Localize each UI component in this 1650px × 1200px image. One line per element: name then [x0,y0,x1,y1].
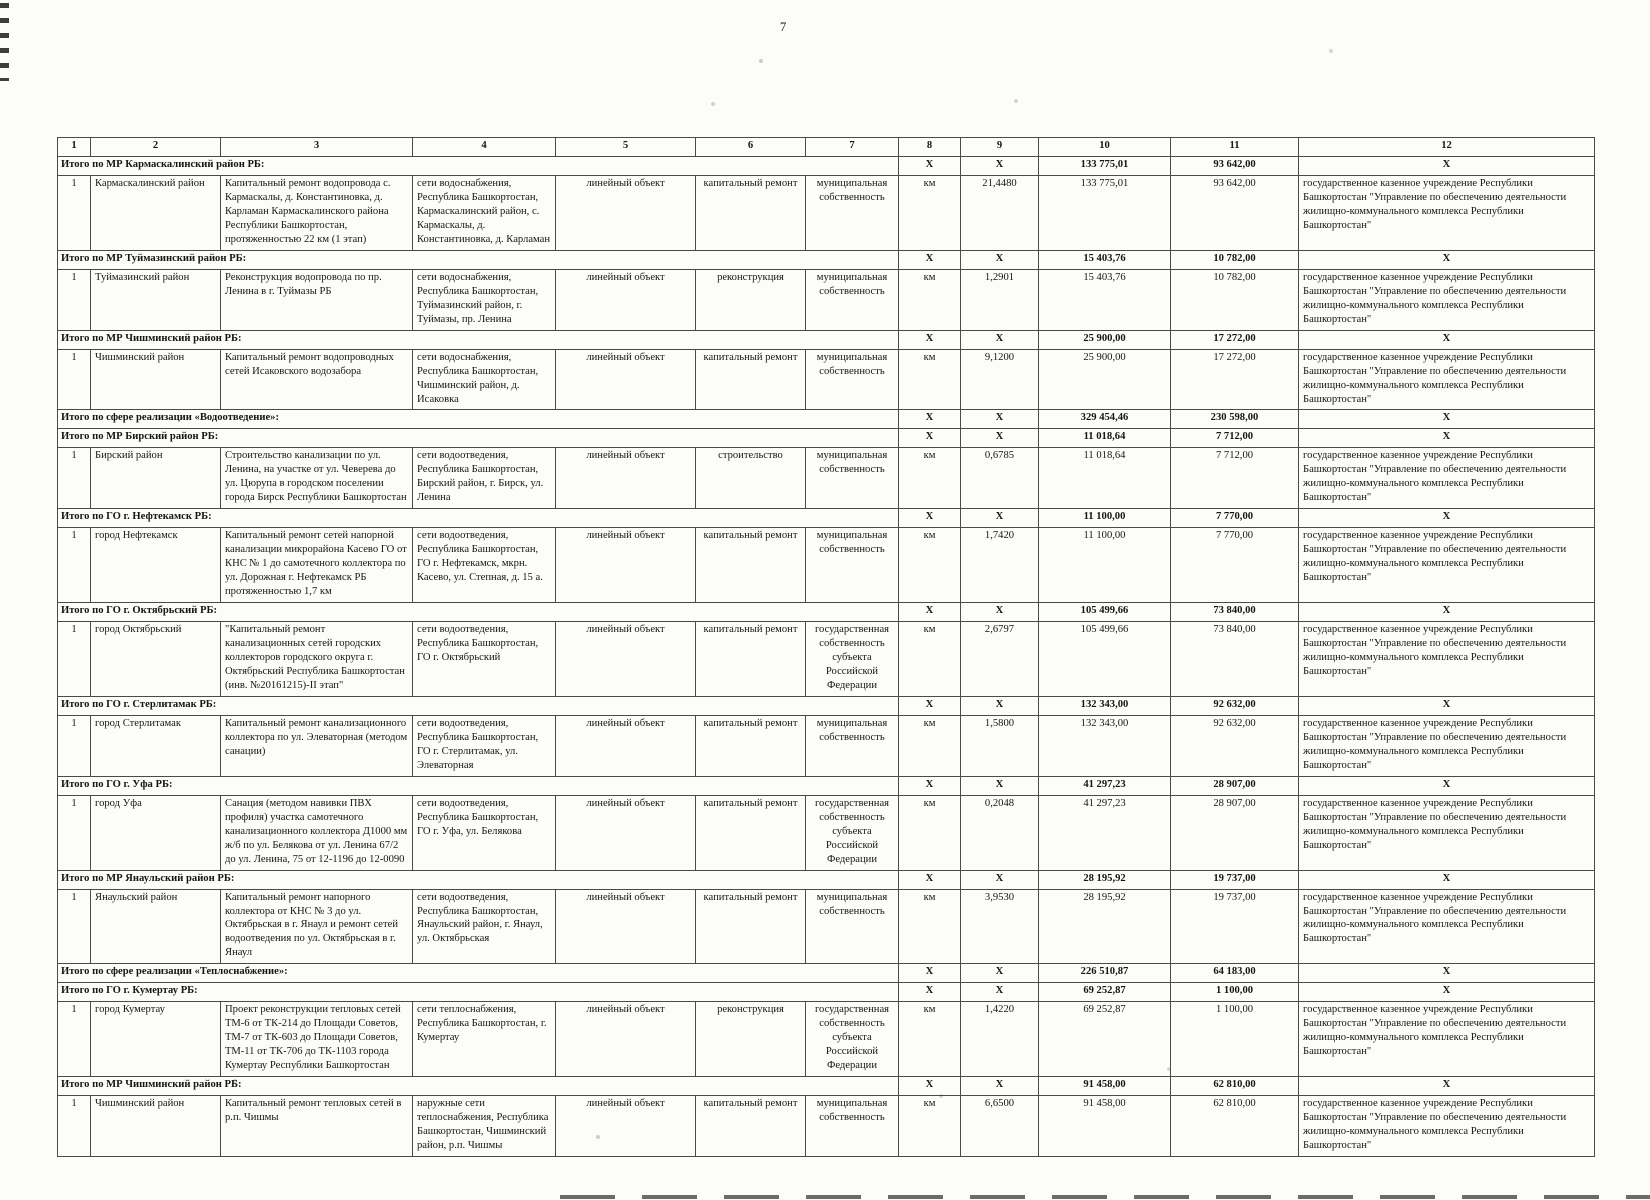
total-label: Итого по ГО г. Кумертау РБ: [58,983,899,1002]
object-type: линейный объект [556,269,696,330]
operator-name: государственное казенное учреждение Республики Башкортостан "Управление по обеспечению деятельности жилищно-коммунального комплекса Республики Башкортостан" [1299,1096,1595,1157]
length-value: 1,2901 [961,269,1039,330]
total-cost: 69 252,87 [1039,1002,1171,1077]
column-header-6: 6 [696,138,806,157]
project-row [58,889,1595,964]
total-c9: X [961,410,1039,429]
object-type: линейный объект [556,349,696,410]
object-description: сети теплоснабжения, Республика Башкортостан, г. Кумертау [413,1002,556,1077]
budget-funds: 28 907,00 [1171,795,1299,870]
column-header-4: 4 [413,138,556,157]
total-c9: X [961,603,1039,622]
budget-funds: 7 770,00 [1171,528,1299,603]
object-type: линейный объект [556,795,696,870]
operator-name: государственное казенное учреждение Республики Башкортостан "Управление по обеспечению деятельности жилищно-коммунального комплекса Республики Башкортостан" [1299,528,1595,603]
scan-bottom-edge-artifact [560,1195,1650,1199]
work-type: строительство [696,448,806,509]
project-name: Строительство канализации по ул. Ленина, на участке от ул. Чеверева до ул. Цюрупа в городском поселении города Бирск Республики Башкортостан [221,448,413,509]
total-row [58,250,1595,269]
total-row [58,983,1595,1002]
total-c12: X [1299,776,1595,795]
budget-funds: 62 810,00 [1171,1096,1299,1157]
total-c11: 62 810,00 [1171,1077,1299,1096]
total-c12: X [1299,696,1595,715]
total-row [58,603,1595,622]
total-cost: 105 499,66 [1039,622,1171,697]
district-name: город Октябрьский [91,622,221,697]
total-c10: 133 775,01 [1039,156,1171,175]
total-label: Итого по ГО г. Октябрьский РБ: [58,603,899,622]
total-c10: 25 900,00 [1039,330,1171,349]
total-c12: X [1299,1077,1595,1096]
ownership-form: государственная собственность субъекта Российской Федерации [806,795,899,870]
total-c12: X [1299,603,1595,622]
project-name: Реконструкция водопровода по пр. Ленина в г. Туймазы РБ [221,269,413,330]
unit-label: км [899,349,961,410]
object-type: линейный объект [556,1096,696,1157]
total-cost: 15 403,76 [1039,269,1171,330]
total-cost: 133 775,01 [1039,175,1171,250]
work-type: реконструкция [696,269,806,330]
total-c11: 17 272,00 [1171,330,1299,349]
work-type: капитальный ремонт [696,175,806,250]
project-row [58,622,1595,697]
budget-funds: 7 712,00 [1171,448,1299,509]
total-c12: X [1299,870,1595,889]
budget-funds: 73 840,00 [1171,622,1299,697]
total-c8: X [899,1077,961,1096]
total-row [58,696,1595,715]
row-number: 1 [58,528,91,603]
total-c8: X [899,509,961,528]
object-type: линейный объект [556,622,696,697]
unit-label: км [899,889,961,964]
work-type: капитальный ремонт [696,795,806,870]
operator-name: государственное казенное учреждение Республики Башкортостан "Управление по обеспечению деятельности жилищно-коммунального комплекса Республики Башкортостан" [1299,622,1595,697]
row-number: 1 [58,1002,91,1077]
total-c11: 7 712,00 [1171,429,1299,448]
budget-funds: 19 737,00 [1171,889,1299,964]
total-row [58,156,1595,175]
total-row [58,509,1595,528]
object-description: сети водоснабжения, Республика Башкортостан, Туймазинский район, г. Туймазы, пр. Ленина [413,269,556,330]
column-header-3: 3 [221,138,413,157]
total-row [58,330,1595,349]
ownership-form: муниципальная собственность [806,528,899,603]
total-c11: 73 840,00 [1171,603,1299,622]
total-c11: 10 782,00 [1171,250,1299,269]
object-type: линейный объект [556,1002,696,1077]
project-row [58,175,1595,250]
column-header-10: 10 [1039,138,1171,157]
budget-funds: 17 272,00 [1171,349,1299,410]
total-c9: X [961,983,1039,1002]
total-cost: 132 343,00 [1039,715,1171,776]
total-cost: 11 018,64 [1039,448,1171,509]
total-c8: X [899,156,961,175]
column-header-1: 1 [58,138,91,157]
object-description: сети водоотведения, Республика Башкортостан, ГО г. Нефтекамск, мкрн. Касево, ул. Степная, д. 15 а. [413,528,556,603]
total-c8: X [899,983,961,1002]
work-type: реконструкция [696,1002,806,1077]
row-number: 1 [58,448,91,509]
total-label: Итого по МР Бирский район РБ: [58,429,899,448]
row-number: 1 [58,795,91,870]
total-cost: 11 100,00 [1039,528,1171,603]
total-c12: X [1299,156,1595,175]
object-description: сети водоснабжения, Республика Башкортостан, Кармаскалинский район, с. Кармаскалы, д. Константиновка, д. Карламан [413,175,556,250]
project-name: Капитальный ремонт водопроводных сетей Исаковского водозабора [221,349,413,410]
project-name: Капитальный ремонт напорного коллектора от КНС № 3 до ул. Октябрьская в г. Янаул и ремонт сетей водоотведения по ул. Октябрьская в г. Янаул [221,889,413,964]
ownership-form: муниципальная собственность [806,349,899,410]
district-name: город Кумертау [91,1002,221,1077]
total-c11: 28 907,00 [1171,776,1299,795]
total-c9: X [961,509,1039,528]
unit-label: км [899,1096,961,1157]
total-c10: 329 454,46 [1039,410,1171,429]
total-c12: X [1299,429,1595,448]
total-c11: 64 183,00 [1171,964,1299,983]
total-label: Итого по ГО г. Уфа РБ: [58,776,899,795]
total-c8: X [899,429,961,448]
total-row [58,1077,1595,1096]
work-type: капитальный ремонт [696,715,806,776]
total-label: Итого по МР Чишминский район РБ: [58,330,899,349]
total-label: Итого по ГО г. Стерлитамак РБ: [58,696,899,715]
total-label: Итого по сфере реализации «Водоотведение»: [58,410,899,429]
budget-funds: 93 642,00 [1171,175,1299,250]
work-type: капитальный ремонт [696,528,806,603]
column-header-12: 12 [1299,138,1595,157]
total-c9: X [961,964,1039,983]
length-value: 21,4480 [961,175,1039,250]
total-c10: 105 499,66 [1039,603,1171,622]
budget-funds: 1 100,00 [1171,1002,1299,1077]
total-row [58,429,1595,448]
row-number: 1 [58,1096,91,1157]
column-header-8: 8 [899,138,961,157]
ownership-form: муниципальная собственность [806,715,899,776]
column-header-7: 7 [806,138,899,157]
object-description: сети водоотведения, Республика Башкортостан, Янаульский район, г. Янаул, ул. Октябрьская [413,889,556,964]
operator-name: государственное казенное учреждение Республики Башкортостан "Управление по обеспечению деятельности жилищно-коммунального комплекса Республики Башкортостан" [1299,889,1595,964]
column-header-11: 11 [1171,138,1299,157]
operator-name: государственное казенное учреждение Республики Башкортостан "Управление по обеспечению деятельности жилищно-коммунального комплекса Республики Башкортостан" [1299,448,1595,509]
total-c10: 15 403,76 [1039,250,1171,269]
length-value: 1,4220 [961,1002,1039,1077]
operator-name: государственное казенное учреждение Республики Башкортостан "Управление по обеспечению деятельности жилищно-коммунального комплекса Республики Башкортостан" [1299,269,1595,330]
object-description: наружные сети теплоснабжения, Республика Башкортостан, Чишминский район, р.п. Чишмы [413,1096,556,1157]
project-row [58,795,1595,870]
ownership-form: муниципальная собственность [806,889,899,964]
ownership-form: муниципальная собственность [806,1096,899,1157]
ownership-form: муниципальная собственность [806,175,899,250]
ownership-form: муниципальная собственность [806,448,899,509]
project-name: Капитальный ремонт сетей напорной канализации микрорайона Касево ГО от КНС № 1 до самотечного коллектора по ул. Дорожная г. Нефтекамск РБ протяженностью 1,7 км [221,528,413,603]
district-name: Кармаскалинский район [91,175,221,250]
row-number: 1 [58,889,91,964]
operator-name: государственное казенное учреждение Республики Башкортостан "Управление по обеспечению деятельности жилищно-коммунального комплекса Республики Башкортостан" [1299,1002,1595,1077]
operator-name: государственное казенное учреждение Республики Башкортостан "Управление по обеспечению деятельности жилищно-коммунального комплекса Республики Башкортостан" [1299,175,1595,250]
column-header-2: 2 [91,138,221,157]
total-c10: 91 458,00 [1039,1077,1171,1096]
total-label: Итого по МР Кармаскалинский район РБ: [58,156,899,175]
total-row [58,776,1595,795]
unit-label: км [899,1002,961,1077]
object-description: сети водоотведения, Республика Башкортостан, Бирский район, г. Бирск, ул. Ленина [413,448,556,509]
work-type: капитальный ремонт [696,889,806,964]
total-label: Итого по МР Янаульский район РБ: [58,870,899,889]
length-value: 2,6797 [961,622,1039,697]
row-number: 1 [58,349,91,410]
object-type: линейный объект [556,175,696,250]
total-c12: X [1299,509,1595,528]
total-c9: X [961,429,1039,448]
total-c8: X [899,776,961,795]
object-type: линейный объект [556,889,696,964]
project-name: Проект реконструкции тепловых сетей ТМ-6 от ТК-214 до Площади Советов, ТМ-7 от ТК-603 до Площади Советов, ТМ-11 от ТК-706 до ТК-1103 города Кумертау Республики Башкортостан [221,1002,413,1077]
scan-edge-artifact [0,3,9,81]
total-c9: X [961,330,1039,349]
column-number-row [58,138,1595,157]
total-c9: X [961,696,1039,715]
total-label: Итого по сфере реализации «Теплоснабжение»: [58,964,899,983]
total-c10: 11 100,00 [1039,509,1171,528]
length-value: 0,2048 [961,795,1039,870]
unit-label: км [899,715,961,776]
total-row [58,964,1595,983]
length-value: 1,5800 [961,715,1039,776]
project-name: Санация (методом навивки ПВХ профиля) участка самотечного канализационного коллектора Д1000 мм ж/б по ул. Белякова от ул. Ленина 67/2 до ул. Ленина, 75 от 12-1196 до 12-0090 [221,795,413,870]
unit-label: км [899,175,961,250]
length-value: 1,7420 [961,528,1039,603]
total-c10: 11 018,64 [1039,429,1171,448]
project-name: "Капитальный ремонт канализационных сетей городских коллекторов городского округа г. Октябрьский Республика Башкортостан (инв. №20161215)-II этап" [221,622,413,697]
district-name: Чишминский район [91,1096,221,1157]
district-name: Чишминский район [91,349,221,410]
total-c11: 1 100,00 [1171,983,1299,1002]
object-description: сети водоотведения, Республика Башкортостан, ГО г. Уфа, ул. Белякова [413,795,556,870]
district-name: Туймазинский район [91,269,221,330]
length-value: 3,9530 [961,889,1039,964]
work-type: капитальный ремонт [696,349,806,410]
total-c9: X [961,1077,1039,1096]
unit-label: км [899,269,961,330]
object-description: сети водоснабжения, Республика Башкортостан, Чишминский район, д. Исаковка [413,349,556,410]
total-c8: X [899,330,961,349]
object-type: линейный объект [556,448,696,509]
total-c11: 7 770,00 [1171,509,1299,528]
budget-funds: 10 782,00 [1171,269,1299,330]
total-cost: 91 458,00 [1039,1096,1171,1157]
total-label: Итого по МР Чишминский район РБ: [58,1077,899,1096]
row-number: 1 [58,175,91,250]
page-number: 7 [780,20,787,34]
length-value: 6,6500 [961,1096,1039,1157]
total-c11: 19 737,00 [1171,870,1299,889]
total-c11: 92 632,00 [1171,696,1299,715]
project-row [58,448,1595,509]
column-header-9: 9 [961,138,1039,157]
project-row [58,1096,1595,1157]
total-c8: X [899,250,961,269]
unit-label: км [899,528,961,603]
budget-funds: 92 632,00 [1171,715,1299,776]
row-number: 1 [58,269,91,330]
object-type: линейный объект [556,715,696,776]
total-c11: 230 598,00 [1171,410,1299,429]
project-name: Капитальный ремонт канализационного коллектора по ул. Элеваторная (методом санации) [221,715,413,776]
operator-name: государственное казенное учреждение Республики Башкортостан "Управление по обеспечению деятельности жилищно-коммунального комплекса Республики Башкортостан" [1299,795,1595,870]
ownership-form: муниципальная собственность [806,269,899,330]
total-c12: X [1299,330,1595,349]
total-c8: X [899,964,961,983]
total-c9: X [961,156,1039,175]
project-row [58,528,1595,603]
total-c8: X [899,870,961,889]
total-c10: 132 343,00 [1039,696,1171,715]
work-type: капитальный ремонт [696,1096,806,1157]
table-body [58,156,1595,1156]
total-c12: X [1299,964,1595,983]
total-c8: X [899,696,961,715]
object-type: линейный объект [556,528,696,603]
total-cost: 41 297,23 [1039,795,1171,870]
total-label: Итого по ГО г. Нефтекамск РБ: [58,509,899,528]
object-description: сети водоотведения, Республика Башкортостан, ГО г. Стерлитамак, ул. Элеваторная [413,715,556,776]
total-label: Итого по МР Туймазинский район РБ: [58,250,899,269]
total-c8: X [899,410,961,429]
scan-noise-specks [0,0,2,2]
total-row [58,870,1595,889]
total-c12: X [1299,410,1595,429]
total-c10: 28 195,92 [1039,870,1171,889]
total-cost: 25 900,00 [1039,349,1171,410]
column-header-5: 5 [556,138,696,157]
unit-label: км [899,795,961,870]
work-type: капитальный ремонт [696,622,806,697]
ownership-form: государственная собственность субъекта Российской Федерации [806,1002,899,1077]
project-row [58,715,1595,776]
total-c9: X [961,250,1039,269]
total-c10: 226 510,87 [1039,964,1171,983]
total-row [58,410,1595,429]
total-c12: X [1299,983,1595,1002]
total-c9: X [961,870,1039,889]
unit-label: км [899,622,961,697]
district-name: Янаульский район [91,889,221,964]
project-name: Капитальный ремонт водопровода с. Кармаскалы, д. Константиновка, д. Карламан Кармаскалинского района Республики Башкортостан, протяженностью 22 км (1 этап) [221,175,413,250]
total-c12: X [1299,250,1595,269]
project-row [58,349,1595,410]
district-name: Бирский район [91,448,221,509]
operator-name: государственное казенное учреждение Республики Башкортостан "Управление по обеспечению деятельности жилищно-коммунального комплекса Республики Башкортостан" [1299,715,1595,776]
total-c10: 41 297,23 [1039,776,1171,795]
total-c8: X [899,603,961,622]
district-name: город Стерлитамак [91,715,221,776]
row-number: 1 [58,715,91,776]
project-row [58,1002,1595,1077]
district-name: город Нефтекамск [91,528,221,603]
length-value: 0,6785 [961,448,1039,509]
total-c9: X [961,776,1039,795]
operator-name: государственное казенное учреждение Республики Башкортостан "Управление по обеспечению деятельности жилищно-коммунального комплекса Республики Башкортостан" [1299,349,1595,410]
projects-table [57,137,1595,1157]
length-value: 9,1200 [961,349,1039,410]
total-cost: 28 195,92 [1039,889,1171,964]
district-name: город Уфа [91,795,221,870]
unit-label: км [899,448,961,509]
total-c11: 93 642,00 [1171,156,1299,175]
project-name: Капитальный ремонт тепловых сетей в р.п. Чишмы [221,1096,413,1157]
ownership-form: государственная собственность субъекта Российской Федерации [806,622,899,697]
total-c10: 69 252,87 [1039,983,1171,1002]
project-row [58,269,1595,330]
row-number: 1 [58,622,91,697]
object-description: сети водоотведения, Республика Башкортостан, ГО г. Октябрьский [413,622,556,697]
